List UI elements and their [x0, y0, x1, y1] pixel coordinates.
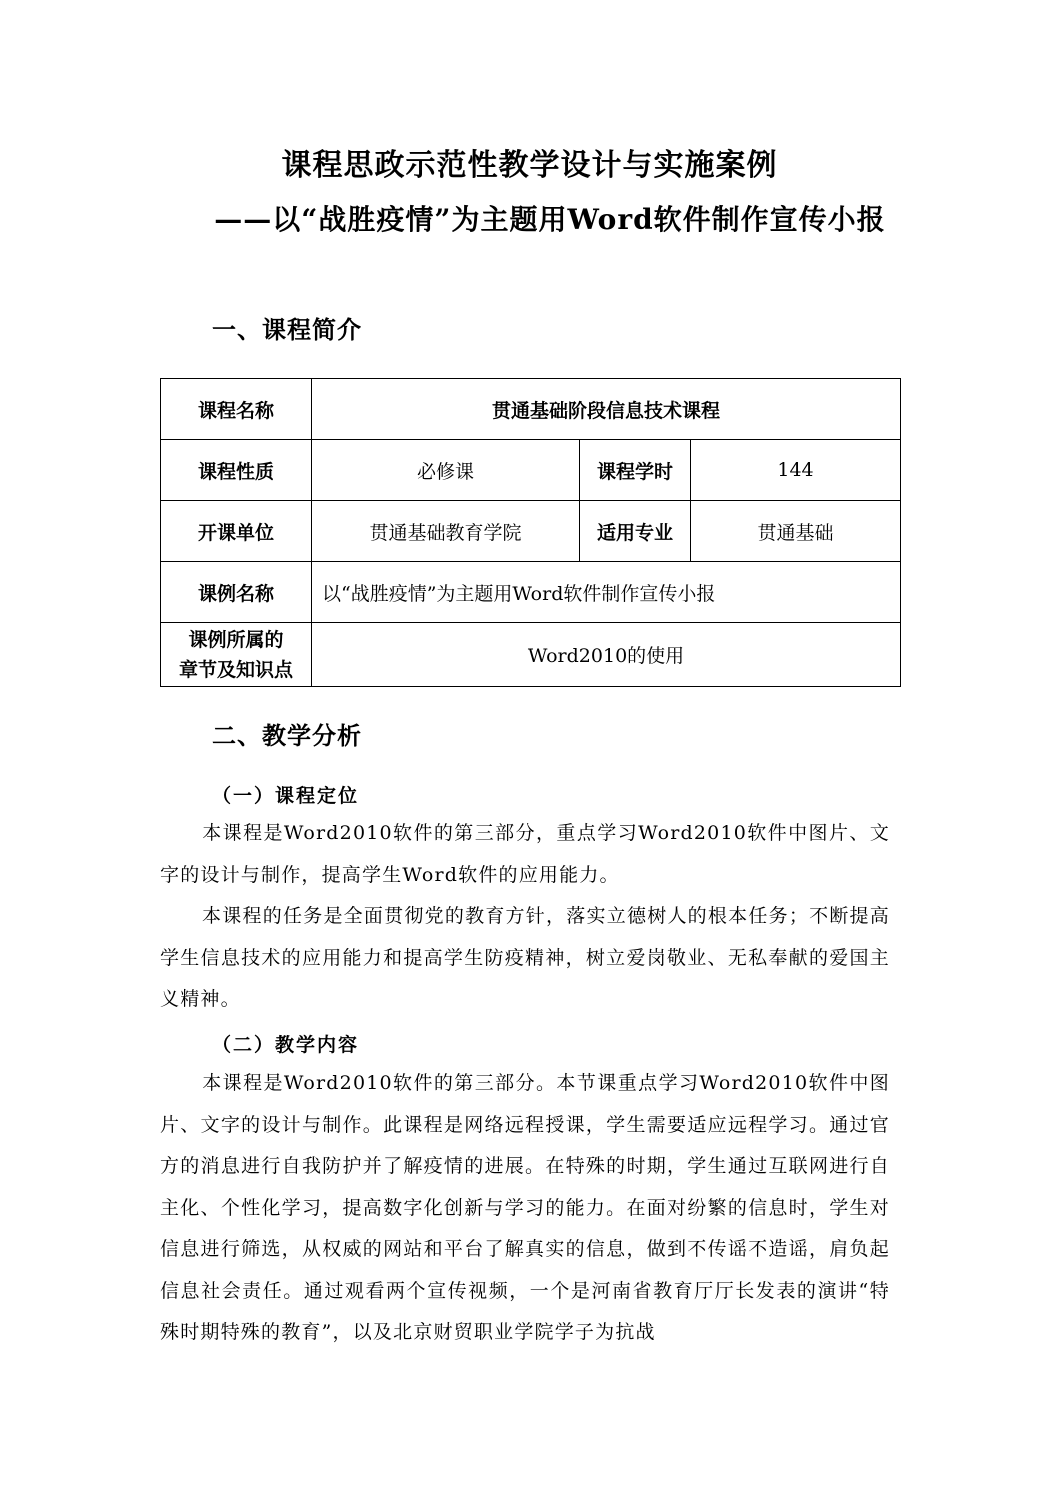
chapter-knowledge-label-line2: 章节及知识点: [178, 658, 293, 681]
table-row: [161, 440, 901, 501]
course-nature-label: 课程性质: [161, 440, 312, 501]
table-row: [161, 623, 901, 687]
document-subtitle: ——以“战胜疫情”为主题用Word软件制作宣传小报: [214, 203, 886, 236]
case-name-label: 课例名称: [161, 562, 312, 623]
chapter-knowledge-label: [161, 623, 312, 687]
course-name-label: 课程名称: [161, 379, 312, 440]
course-hours-label: 课程学时: [580, 440, 691, 501]
case-name-value: 以“战胜疫情”为主题用Word软件制作宣传小报: [312, 562, 901, 623]
section-heading-course-intro: 一、课程简介: [212, 315, 362, 344]
course-info-table: [160, 378, 901, 687]
table-row: [161, 501, 901, 562]
applicable-major-label: 适用专业: [580, 501, 691, 562]
subsection-heading-course-positioning: （一）课程定位: [212, 785, 360, 807]
paragraph-text: 本课程的任务是全面贯彻党的教育方针，落实立德树人的根本任务；不断提高学生信息技术的应用能力和提高学生防疫精神，树立爱岗敬业、无私奉献的爱国主义精神。: [160, 905, 890, 1010]
chapter-knowledge-value: Word2010的使用: [312, 623, 901, 687]
paragraph-positioning-2: [160, 896, 890, 1021]
offering-unit-value: 贯通基础教育学院: [312, 501, 580, 562]
course-nature-value: 必修课: [312, 440, 580, 501]
applicable-major-value: 贯通基础: [691, 501, 901, 562]
chapter-knowledge-label-line1: 课例所属的: [188, 628, 284, 651]
table-row: [161, 562, 901, 623]
offering-unit-label: 开课单位: [161, 501, 312, 562]
course-hours-value: 144: [691, 440, 901, 501]
table-row: [161, 379, 901, 440]
subsection-heading-teaching-content: （二）教学内容: [212, 1034, 360, 1056]
section-heading-teaching-analysis: 二、教学分析: [212, 721, 362, 750]
paragraph-text: 本课程是Word2010软件的第三部分。本节课重点学习Word2010软件中图片、文字的设计与制作。此课程是网络远程授课，学生需要适应远程学习。通过官方的消息进行自我防护并了解疫情的进展。在特殊的时期，学生通过互联网进行自主化、个性化学习，提高数字化创新与学习的能力。在面对纷繁的信息时，学生对信息进行筛选，从权威的网站和平台了解真实的信息，做到不传谣不造谣，肩负起信息社会责任。通过观看两个宣传视频，一个是河南省教育厅厅长发表的演讲“特殊时期特殊的教育”，以及北京财贸职业学院学子为抗战: [160, 1072, 890, 1343]
document-title: 课程思政示范性教学设计与实施案例: [281, 148, 778, 183]
paragraph-positioning-1: [160, 813, 890, 896]
course-name-value: 贯通基础阶段信息技术课程: [312, 379, 901, 440]
paragraph-content-1: [160, 1063, 890, 1354]
paragraph-text: 本课程是Word2010软件的第三部分，重点学习Word2010软件中图片、文字的设计与制作，提高学生Word软件的应用能力。: [160, 822, 890, 886]
